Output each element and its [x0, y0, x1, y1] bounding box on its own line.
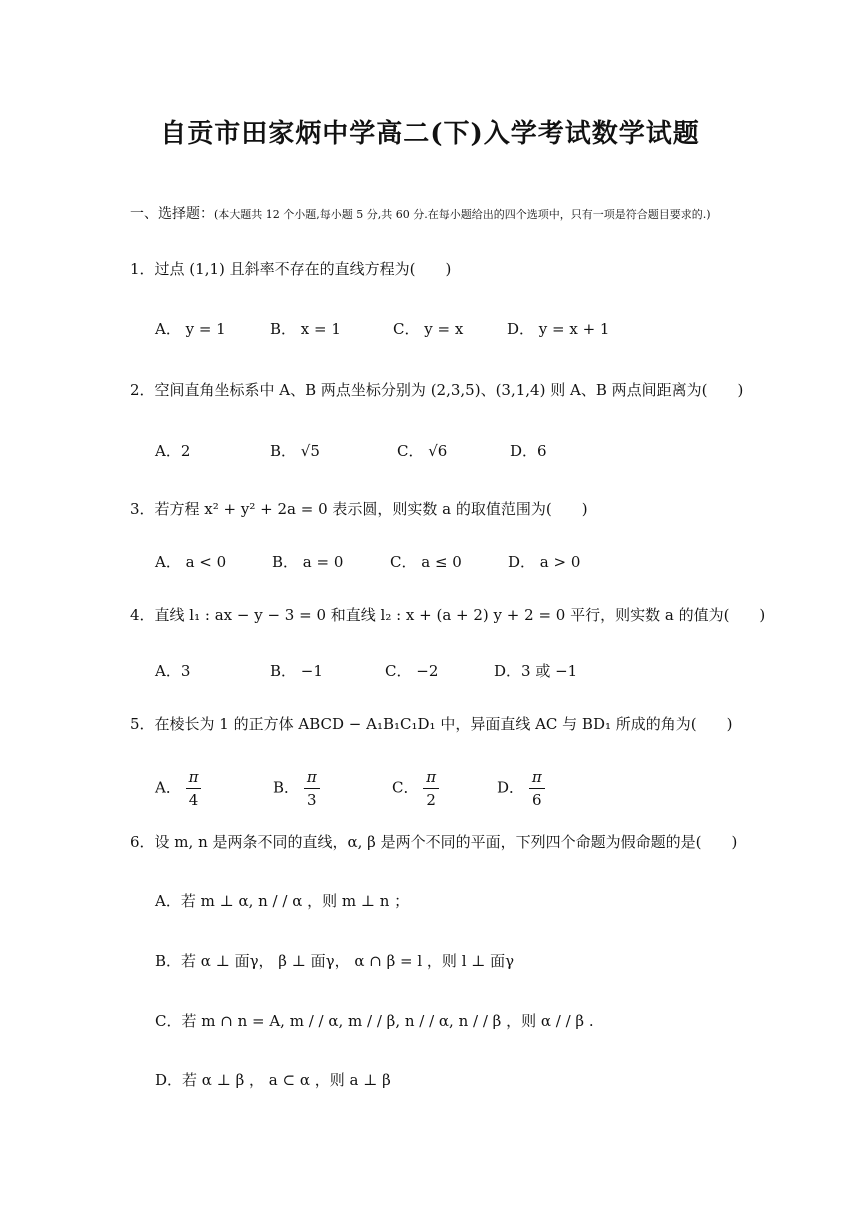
question-6-option-d: D．若 α ⊥ β ， a ⊂ α ，则 a ⊥ β	[155, 1071, 391, 1089]
question-2-option-d: D．6	[510, 442, 547, 460]
section-label: 一、选择题：	[130, 206, 214, 222]
section-note: (本大题共 12 个小题,每小题 5 分,共 60 分.在每小题给出的四个选项中，只有一项是符合题目要求的.)	[214, 208, 711, 221]
question-6-option-b: B．若 α ⊥ 面γ， β ⊥ 面γ， α ∩ β = l ，则 l ⊥ 面γ	[155, 952, 515, 970]
fraction-denominator: 6	[531, 791, 542, 809]
question-5-option-c	[392, 768, 439, 809]
question-3-option-d: D． a > 0	[508, 553, 581, 571]
question-2-stem: 2．空间直角坐标系中 A、B 两点坐标分别为 (2,3,5)、(3,1,4) 则 A、B 两点间距离为( )	[130, 381, 744, 399]
question-3-option-a: A． a < 0	[155, 553, 227, 571]
question-4-option-b: B． −1	[270, 662, 323, 680]
question-6-option-a: A．若 m ⊥ α, n / / α ，则 m ⊥ n ；	[155, 892, 410, 910]
fraction-denominator: 3	[306, 791, 317, 809]
question-5-option-a	[155, 768, 201, 809]
fraction-pi-over-3	[304, 768, 320, 809]
fraction-denominator: 4	[188, 791, 199, 809]
fraction-numerator: π	[423, 768, 439, 789]
exam-title: 自贡市田家炳中学高二(下)入学考试数学试题	[160, 119, 700, 149]
question-5-option-d	[497, 768, 545, 809]
fraction-pi-over-4	[186, 768, 202, 809]
question-1-stem: 1．过点 (1,1) 且斜率不存在的直线方程为( )	[130, 260, 452, 278]
question-1-option-d: D． y = x + 1	[507, 320, 610, 338]
option-label: C．	[392, 778, 419, 797]
fraction-pi-over-6	[529, 768, 545, 809]
option-label: D．	[497, 778, 525, 797]
question-2-option-c: C． √6	[397, 442, 448, 460]
fraction-numerator: π	[186, 768, 202, 789]
question-1-option-b: B． x = 1	[270, 320, 341, 338]
question-2-option-b: B． √5	[270, 442, 320, 460]
question-5-stem: 5．在棱长为 1 的正方体 ABCD − A₁B₁C₁D₁ 中，异面直线 AC 与 BD₁ 所成的角为( )	[130, 715, 733, 733]
question-3-stem: 3．若方程 x² + y² + 2a = 0 表示圆，则实数 a 的取值范围为( )	[130, 500, 588, 518]
question-4-option-d: D．3 或 −1	[494, 662, 578, 680]
question-6-stem: 6．设 m, n 是两条不同的直线，α, β 是两个不同的平面，下列四个命题为假命题的是( )	[130, 833, 738, 851]
option-label: B．	[273, 778, 300, 797]
question-4-stem: 4．直线 l₁ : ax − y − 3 = 0 和直线 l₂ : x + (a + 2) y + 2 = 0 平行，则实数 a 的值为( )	[130, 606, 766, 624]
section-header	[130, 203, 711, 223]
question-3-option-b: B． a = 0	[272, 553, 344, 571]
question-5-option-b	[273, 768, 320, 809]
fraction-numerator: π	[304, 768, 320, 789]
question-4-option-c: C． −2	[385, 662, 439, 680]
option-label: A．	[155, 778, 181, 797]
question-1-option-c: C． y = x	[393, 320, 464, 338]
question-1-option-a: A． y = 1	[155, 320, 226, 338]
question-3-option-c: C． a ≤ 0	[390, 553, 462, 571]
fraction-pi-over-2	[423, 768, 439, 809]
fraction-denominator: 2	[426, 791, 436, 809]
question-6-option-c: C．若 m ∩ n = A, m / / α, m / / β, n / / α, n / / β ，则 α / / β .	[155, 1012, 594, 1030]
fraction-numerator: π	[529, 768, 545, 789]
question-4-option-a: A．3	[155, 662, 191, 680]
question-2-option-a: A．2	[155, 442, 191, 460]
